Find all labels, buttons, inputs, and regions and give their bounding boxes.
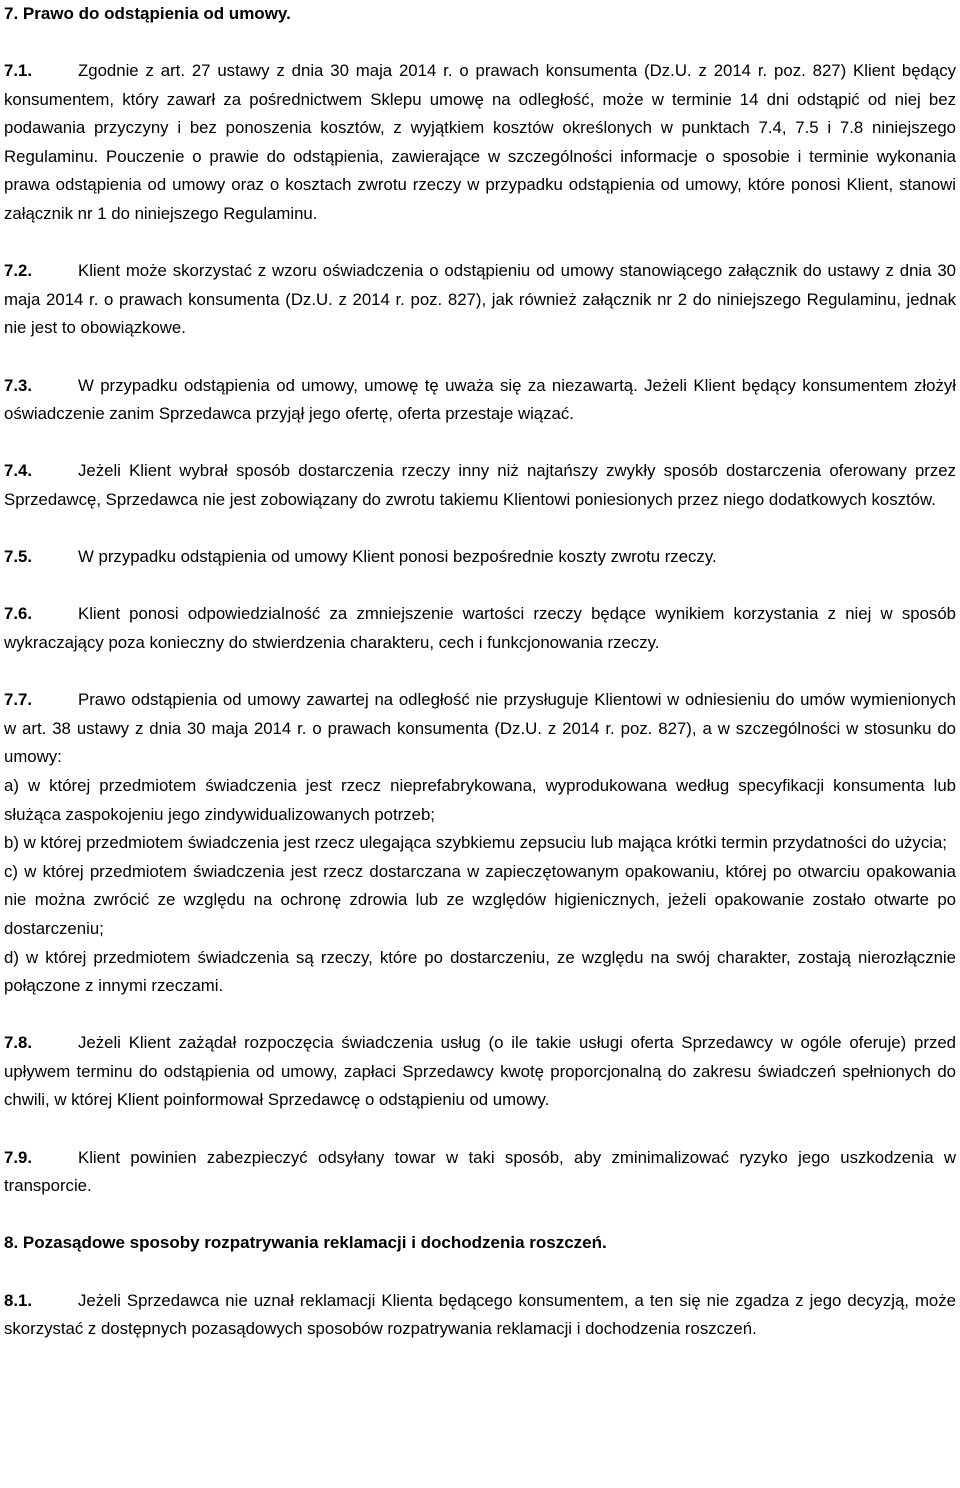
list-item-d: d) w której przedmiotem świadczenia są rzeczy, które po dostarczeniu, ze względu na swój charakter, zostają nierozłącznie połączone z innymi rzeczami. [4, 947, 956, 996]
paragraph-7-8 [4, 1029, 956, 1115]
paragraph-text: Klient może skorzystać z wzoru oświadczenia o odstąpieniu od umowy stanowiącego załącznik do ustawy z dnia 30 maja 2014 r. o prawach konsumenta (Dz.U. z 2014 r. poz. 827), jak również załącznik nr 2 do niniejszego Regulaminu, jednak nie jest to obowiązkowe. [4, 261, 956, 338]
paragraph-text: W przypadku odstąpienia od umowy, umowę tę uważa się za niezawartą. Jeżeli Klient będący konsumentem złożył oświadczenie zanim Sprzedawca przyjął jego ofertę, oferta przestaje wiązać. [4, 375, 956, 424]
paragraph-text: Prawo odstąpienia od umowy zawartej na odległość nie przysługuje Klientowi w odniesieniu do umów wymienionych w art. 38 ustawy z dnia 30 maja 2014 r. o prawach konsumenta (Dz.U. z 2014 r. poz. 827), a w szczególności w stosunku do umowy: [4, 690, 956, 767]
paragraph-text: Zgodnie z art. 27 ustawy z dnia 30 maja 2014 r. o prawach konsumenta (Dz.U. z 2014 r. poz. 827) Klient będący konsumentem, który zawarł za pośrednictwem Sklepu umowę na odległość, może w terminie 14 dni odstąpić od niej bez podawania przyczyny i bez ponoszenia kosztów, z wyjątkiem kosztów określonych w punktach 7.4, 7.5 i 7.8 niniejszego Regulaminu. Pouczenie o prawie do odstąpienia, zawierające w szczególności informacje o sposobie i terminie wykonania prawa odstąpienia od umowy oraz o kosztach zwrotu rzeczy w przypadku odstąpienia od umowy, które ponosi Klient, stanowi załącznik nr 1 do niniejszego Regulaminu. [4, 61, 956, 224]
paragraph-7-2 [4, 257, 956, 343]
paragraph-number: 7.2. [4, 261, 32, 281]
paragraph-number: 7.9. [4, 1147, 32, 1167]
paragraph-number: 7.5. [4, 547, 32, 567]
paragraph-text: Klient ponosi odpowiedzialność za zmniejszenie wartości rzeczy będące wynikiem korzystania z niej w sposób wykraczający poza konieczny do stwierdzenia charakteru, cech i funkcjonowania rzeczy. [4, 604, 956, 652]
paragraph-text: Jeżeli Klient zażądał rozpoczęcia świadczenia usług (o ile takie usługi oferta Sprzedawcy w ogóle oferuje) przed upływem terminu do odstąpienia od umowy, zapłaci Sprzedawcy kwotę proporcjonalną do zakresu świadczeń spełnionych do chwili, w której Klient poinformował Sprzedawcę o odstąpieniu od umowy. [4, 1033, 956, 1110]
paragraph-text: Jeżeli Klient wybrał sposób dostarczenia rzeczy inny niż najtańszy zwykły sposób dostarczenia oferowany przez Sprzedawcę, Sprzedawca nie jest zobowiązany do zwrotu takiemu Klientowi poniesionych przez niego dodatkowych kosztów. [4, 461, 956, 509]
paragraph-7-6 [4, 600, 956, 657]
paragraph-8-1 [4, 1287, 956, 1344]
paragraph-number: 7.4. [4, 461, 32, 481]
paragraph-7-7 [4, 686, 956, 772]
paragraph-7-9 [4, 1144, 956, 1201]
section-8-heading: 8. Pozasądowe sposoby rozpatrywania reklamacji i dochodzenia roszczeń. [4, 1233, 607, 1253]
list-item-b: b) w której przedmiotem świadczenia jest rzecz ulegająca szybkiemu zepsuciu lub mająca krótki termin przydatności do użycia; [4, 833, 947, 853]
paragraph-text: Klient powinien zabezpieczyć odsyłany towar w taki sposób, aby zminimalizować ryzyko jego uszkodzenia w transporcie. [4, 1147, 956, 1196]
paragraph-text: Jeżeli Sprzedawca nie uznał reklamacji Klienta będącego konsumentem, a ten się nie zgadza z jego decyzją, może skorzystać z dostępnych pozasądowych sposobów rozpatrywania reklamacji i dochodzenia roszczeń. [4, 1290, 956, 1339]
list-item-c: c) w której przedmiotem świadczenia jest rzecz dostarczana w zapieczętowanym opakowaniu, której po otwarciu opakowania nie można zwrócić ze względu na ochronę zdrowia lub ze względów higienicznych, jeżeli opakowanie zostało otwarte po dostarczeniu; [4, 861, 956, 938]
paragraph-7-4 [4, 457, 956, 514]
paragraph-text: W przypadku odstąpienia od umowy Klient ponosi bezpośrednie koszty zwrotu rzeczy. [78, 547, 717, 567]
spacer [4, 1258, 956, 1287]
paragraph-number: 7.3. [4, 375, 32, 395]
list-item-a: a) w której przedmiotem świadczenia jest rzecz nieprefabrykowana, wyprodukowana według specyfikacji konsumenta lub służąca zaspokojeniu jego zindywidualizowanych potrzeb; [4, 775, 956, 824]
paragraph-number: 7.8. [4, 1033, 32, 1053]
paragraph-number: 8.1. [4, 1290, 32, 1310]
paragraph-number: 7.7. [4, 690, 32, 710]
paragraph-number: 7.1. [4, 61, 32, 81]
spacer [4, 29, 956, 58]
paragraph-number: 7.6. [4, 604, 32, 624]
paragraph-7-1 [4, 57, 956, 229]
paragraph-7-7-block [4, 686, 956, 1001]
paragraph-7-3 [4, 372, 956, 429]
paragraph-7-5 [4, 543, 956, 572]
section-7-heading: 7. Prawo do odstąpienia od umowy. [4, 4, 291, 23]
